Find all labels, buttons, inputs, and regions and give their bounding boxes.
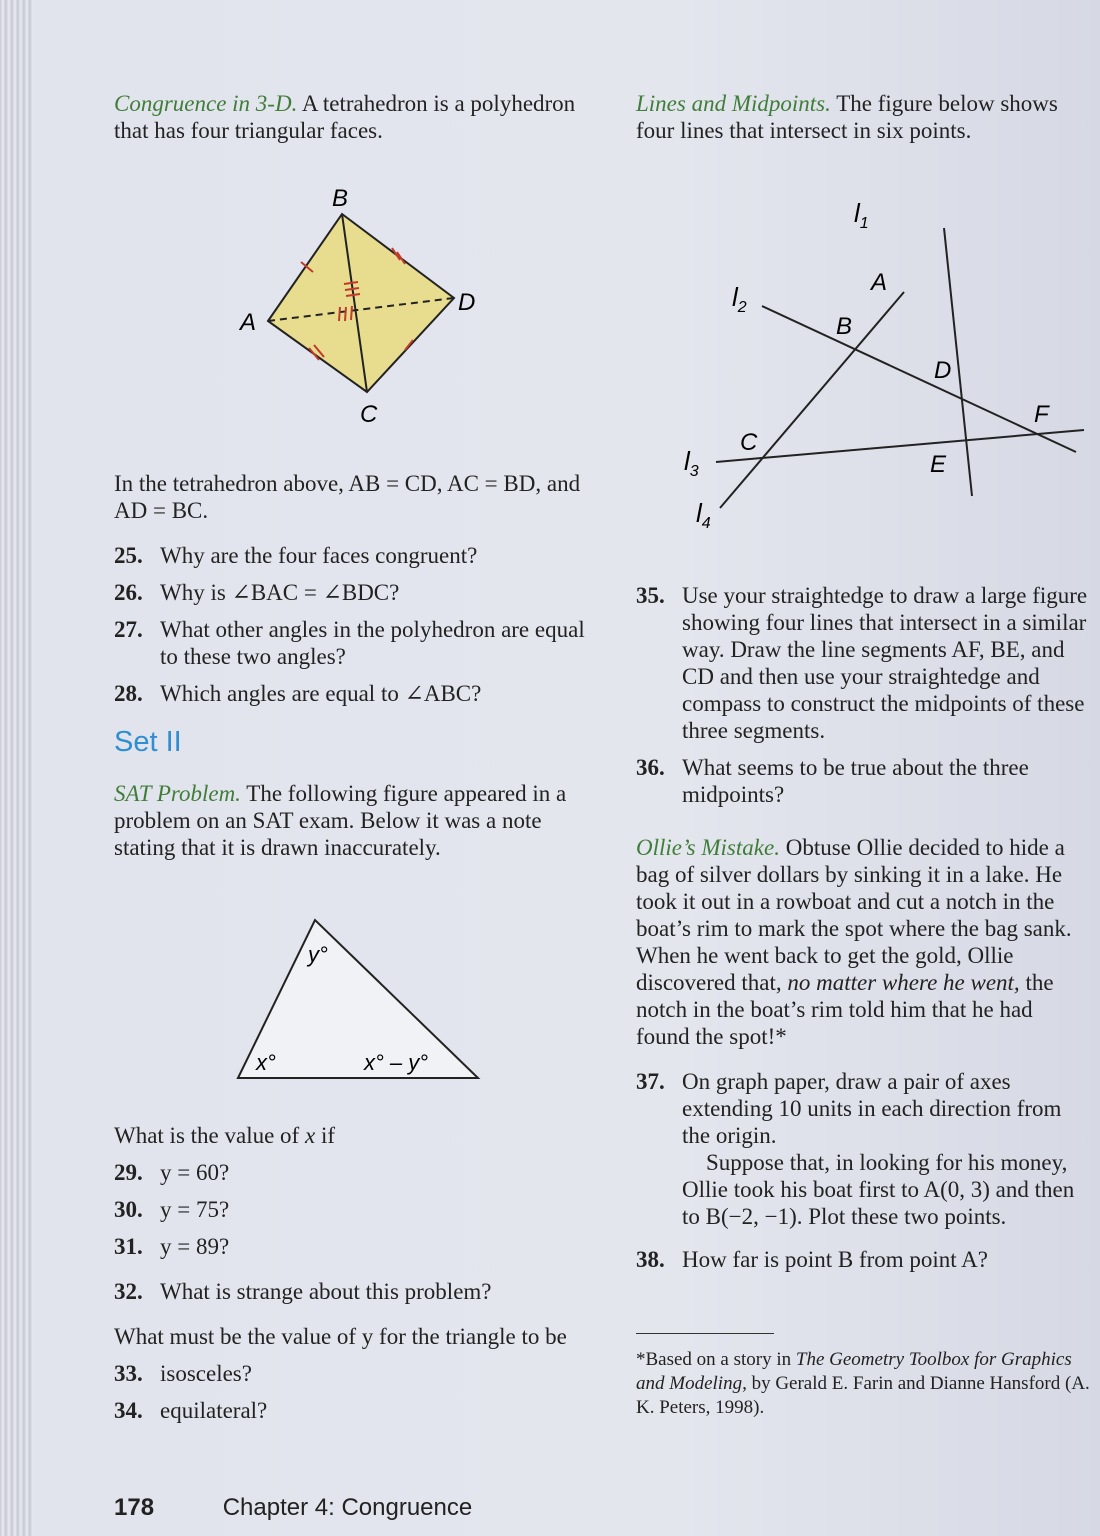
- question-25: 25. Why are the four faces congruent?: [114, 543, 478, 568]
- angle-x-minus-y-label: x° – y°: [364, 1050, 429, 1075]
- question-35: 35. Use your straightedge to draw a large figure showing four lines that intersect in a similar way. Draw the line segments AF, BE, and CD and then use your straightedge and compass to construct the midpoints of these three segments.: [636, 583, 1088, 743]
- question-37: 37. On graph paper, draw a pair of axes extending 10 units in each direction from the origin. Suppose that, in looking for his money, Ollie took his boat first to A(0, 3) and then to B(−2, −1). Plot these two points.: [636, 1069, 1075, 1229]
- question-31: 31. y = 89?: [114, 1234, 230, 1259]
- vertex-d-label: D: [458, 289, 476, 316]
- question-28: 28. Which angles are equal to ∠ABC?: [114, 681, 482, 706]
- tetra-statement: In the tetrahedron above, AB = CD, AC = BD, and AD = BC.: [114, 471, 581, 523]
- left-column-bottom: [114, 1122, 594, 1434]
- tetrahedron-face: [268, 214, 454, 392]
- page-footer: [114, 1494, 472, 1522]
- question-29: 29. y = 60?: [114, 1160, 230, 1185]
- book-binding: [0, 0, 34, 1536]
- label-l2: $l_2$: [732, 282, 747, 316]
- sat-paragraph: [114, 780, 594, 861]
- chapter-title: Chapter 4: Congruence: [222, 1494, 473, 1521]
- point-b-label: B: [836, 313, 853, 340]
- question-34: 34. equilateral?: [114, 1398, 268, 1423]
- point-d-label: D: [934, 357, 952, 384]
- congruence-lead: Congruence in 3-D.: [114, 91, 298, 116]
- right-column: [636, 90, 1096, 160]
- congruence-text: A tetrahedron is a polyhedron that has four triangular faces.: [114, 91, 576, 143]
- congruence-paragraph: [114, 90, 594, 144]
- page-number: 178: [114, 1494, 155, 1521]
- question-38: 38. How far is point B from point A?: [636, 1247, 988, 1272]
- label-l3: $l_3$: [684, 446, 699, 480]
- line-l4: [720, 292, 904, 508]
- question-30: 30. y = 75?: [114, 1197, 230, 1222]
- sat-lead: SAT Problem.: [114, 781, 241, 806]
- label-l1: $l_1$: [854, 198, 869, 232]
- vertex-a-label: A: [240, 309, 257, 336]
- question-26: 26. Why is ∠BAC = ∠BDC?: [114, 580, 400, 605]
- vertex-c-label: C: [360, 401, 378, 428]
- left-column-lower: [114, 470, 594, 877]
- question-36: 36. What seems to be true about the three midpoints?: [636, 755, 1029, 807]
- four-lines-figure: [676, 190, 1096, 550]
- point-f-label: F: [1034, 401, 1049, 428]
- ollie-paragraph: Ollie’s Mistake. Obtuse Ollie decided to hide a bag of silver dollars by sinking it in a lake. He took it out in a rowboat and cut a notch in the boat’s rim to mark the spot where the bag sank. When he went back to get the gold, Ollie discovered that, no matter where he went, the notch in the boat’s rim told him that he had found the spot!*: [636, 835, 1072, 1049]
- point-c-label: C: [740, 429, 758, 456]
- angle-x-label: x°: [256, 1050, 276, 1075]
- vertex-b-label: B: [332, 185, 349, 212]
- footnote: *Based on a story in The Geometry Toolbox for Graphics and Modeling, by Gerald E. Farin and Dianne Hansford (A. K. Peters, 1998).: [636, 1349, 1090, 1418]
- footnote-rule: [636, 1333, 774, 1334]
- left-column: [114, 90, 594, 160]
- ollie-lead: Ollie’s Mistake.: [636, 835, 780, 860]
- right-column-lower: [636, 582, 1092, 1420]
- question-33: 33. isosceles?: [114, 1361, 252, 1386]
- tetrahedron-figure: [225, 180, 505, 430]
- point-e-label: E: [930, 451, 947, 478]
- question-32: 32. What is strange about this problem?: [114, 1279, 492, 1304]
- must-prompt: What must be the value of y for the triangle to be: [114, 1324, 567, 1349]
- lines-text: The figure below shows four lines that intersect in six points.: [636, 91, 1058, 143]
- lines-paragraph: [636, 90, 1096, 144]
- angle-y-label: y°: [308, 942, 328, 967]
- value-prompt: What is the value of x if: [114, 1123, 335, 1148]
- triangle-figure: [230, 910, 490, 1090]
- line-l3: [716, 430, 1084, 462]
- point-a-label: A: [871, 269, 888, 296]
- label-l4: $l_4$: [696, 498, 711, 532]
- set-heading: Set II: [114, 726, 182, 758]
- line-l2: [762, 306, 1076, 452]
- lines-lead: Lines and Midpoints.: [636, 91, 831, 116]
- sat-text: The following figure appeared in a problem on an SAT exam. Below it was a note stating that it is drawn inaccurately.: [114, 781, 567, 860]
- question-27: 27. What other angles in the polyhedron are equal to these two angles?: [114, 617, 585, 669]
